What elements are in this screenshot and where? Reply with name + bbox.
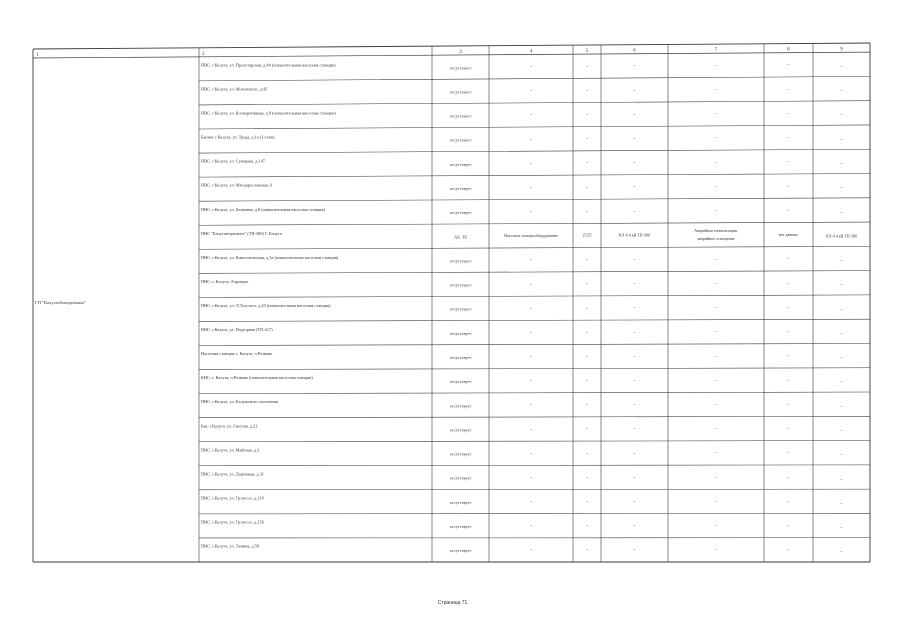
row-col-4: -: [530, 523, 532, 529]
row-col-8: -: [787, 329, 790, 335]
row-col-9: -: [840, 428, 843, 434]
row-col-4: -: [530, 209, 532, 215]
row-col-7: -: [715, 548, 717, 554]
row-col-5: -: [586, 306, 588, 312]
row-col-6: -: [633, 281, 636, 287]
row-col-8: -: [787, 426, 790, 432]
row-col-6: -: [633, 402, 636, 408]
row-col-5: -: [586, 282, 588, 288]
row-address: ПНС: г.Калуга, ул. Мясцарославская, 6: [201, 182, 273, 188]
row-col-6: -: [633, 451, 636, 457]
row-col-5: -: [586, 209, 588, 215]
row-address: ПНС: г.Калуга, ул. Беляевия, д.8 (повысительная насосная станция): [201, 206, 325, 212]
row-col-8: -: [787, 451, 790, 457]
row-col-6: -: [633, 523, 636, 529]
row-col-5: -: [586, 88, 588, 94]
row-col-8: -: [787, 523, 790, 529]
row-col-6: -: [633, 112, 636, 118]
row-col-6: -: [633, 378, 636, 384]
row-col-9: -: [840, 88, 843, 94]
row-col-4: -: [530, 403, 532, 409]
row-rule: [199, 76, 870, 81]
row-col-8: -: [787, 208, 790, 214]
row-col-4: Насосное электрооборудование: [504, 232, 558, 238]
row-col-5: -: [586, 403, 588, 409]
row-availability: отсутствует: [449, 548, 472, 554]
row-col-8: нет данных: [778, 231, 799, 237]
header-rule: [33, 49, 870, 58]
row-col-4: -: [530, 475, 532, 481]
row-address: ПНС: г.Калуга, ул. Суворова, д.147: [201, 158, 265, 164]
row-col-8: -: [787, 111, 790, 117]
row-col-7: -: [715, 111, 717, 117]
row-col-9: -: [840, 501, 843, 507]
column-number-7: 7: [714, 48, 718, 54]
row-rule: [199, 465, 870, 466]
row-col-8: -: [787, 402, 790, 408]
row-address: ПНС: г.Калуга, ул. Кооперативная, д.8 (повысительная насосная станция): [201, 110, 336, 116]
row-address: ПНС: г. Калуга, Аэропорт: [201, 278, 249, 284]
row-col-9: -: [840, 550, 843, 556]
row-availability: отсутствует: [449, 65, 472, 71]
row-rule: [199, 271, 870, 274]
row-col-6: -: [633, 88, 636, 94]
row-col-6: -: [633, 330, 636, 336]
row-col-7: -: [715, 87, 717, 93]
row-col-9: -: [840, 161, 843, 167]
row-col-8: -: [787, 257, 790, 263]
row-availability: отсутствует: [449, 427, 472, 433]
row-address: ПНС: г.Калуга, ул. Дорожная, д.31: [201, 471, 264, 477]
row-availability: АБ, ТБ: [454, 234, 467, 240]
row-col-9: -: [840, 355, 843, 361]
row-col-4: -: [530, 113, 532, 119]
row-address: ПНС: г.Калуга, ул. Гр.моссе, д.156: [201, 519, 264, 525]
row-col-7: -: [715, 378, 717, 384]
row-rule: [199, 441, 870, 442]
row-availability: отсутствует: [449, 354, 472, 360]
column-number-2: 2: [202, 51, 205, 57]
row-col-9: -: [840, 453, 843, 459]
row-col-6: -: [633, 185, 636, 191]
column-number-4: 4: [529, 49, 533, 55]
row-address: Бак: г.Калуга, ул. Светлая, д.22: [201, 423, 258, 429]
row-col-4: -: [530, 354, 532, 360]
row-col-7: -: [715, 499, 717, 505]
row-col-5: -: [586, 136, 588, 142]
row-col-9: -: [840, 137, 843, 143]
row-rule: [199, 416, 870, 417]
row-col-9: -: [840, 525, 843, 531]
row-col-5: -: [586, 378, 588, 384]
row-col-4: -: [530, 427, 532, 433]
row-col-7: -: [715, 451, 717, 457]
row-address: Башня: г.Калуга, ул. Труда, д.1а (3 этаж): [201, 134, 275, 140]
row-col-5: 25/25: [582, 232, 592, 238]
row-col-7: -: [715, 136, 717, 142]
row-col-9: -: [840, 258, 843, 264]
row-col-9: -: [840, 283, 843, 289]
row-address: ВНС: г.Калуга, ул. Подгорная (ТП-417): [201, 327, 273, 333]
row-col-5: -: [586, 548, 588, 554]
row-col-7: -: [715, 160, 717, 166]
row-col-6: КЛ-0.4 кВ ТП-380: [619, 232, 650, 238]
table-border-top: [33, 43, 870, 49]
row-col-6: -: [633, 257, 636, 263]
row-col-6: -: [633, 499, 636, 505]
row-col-4: -: [530, 161, 532, 167]
row-col-7: -: [715, 184, 717, 190]
organization-name: ГП "Калугаоблводоканал": [35, 299, 87, 305]
row-col-8: -: [787, 305, 790, 311]
row-col-6: -: [633, 136, 636, 142]
row-col-4: -: [530, 451, 532, 457]
row-col-7: -: [715, 63, 717, 69]
row-col-8: -: [787, 475, 790, 481]
row-col-5: -: [586, 523, 588, 529]
row-col-7: -: [715, 426, 717, 432]
column-number-3: 3: [459, 49, 462, 55]
row-col-5: -: [586, 161, 588, 167]
row-col-7: -: [715, 330, 717, 336]
column-number-6: 6: [633, 48, 636, 54]
row-col-7: -: [715, 281, 717, 287]
row-col-5: -: [586, 330, 588, 336]
column-number-8: 8: [787, 47, 790, 53]
row-rule: [199, 174, 870, 178]
column-number-1: 1: [36, 52, 39, 58]
row-col-8: -: [787, 160, 790, 166]
row-address: Насосная станция: г. Калуга, п.Резвань: [201, 351, 273, 357]
row-col-9: -: [840, 64, 843, 70]
column-number-9: 9: [840, 47, 843, 53]
row-availability: отсутствует: [449, 137, 472, 143]
row-col-5: -: [586, 185, 588, 191]
row-rule: [199, 222, 870, 225]
row-availability: отсутствует: [449, 258, 472, 264]
row-col-6: -: [633, 475, 636, 481]
row-availability: отсутствует: [449, 210, 472, 216]
row-address: ПНС: г.Калуга, ул. Ленина, д.58: [201, 543, 260, 549]
row-availability: отсутствует: [449, 161, 472, 167]
row-rule: [199, 368, 870, 370]
row-col-4: -: [530, 258, 532, 264]
row-rule: [199, 392, 870, 394]
row-availability: отсутствует: [449, 475, 472, 481]
row-availability: отсутствует: [449, 451, 472, 457]
row-col-7: -: [715, 402, 717, 408]
page-number: Страница 71: [437, 600, 468, 606]
row-col-4: -: [530, 137, 532, 143]
column-number-5: 5: [585, 49, 589, 55]
row-col-6: -: [633, 160, 636, 166]
row-availability: отсутствует: [449, 185, 472, 191]
row-col-5: -: [586, 451, 588, 457]
row-col-9: -: [840, 113, 843, 119]
row-col-7: -: [715, 523, 717, 529]
row-col-7: -: [715, 475, 717, 481]
row-col-5: -: [586, 354, 588, 360]
row-col-4: -: [530, 64, 532, 70]
row-col-6: -: [633, 354, 636, 360]
row-col-5: -: [586, 427, 588, 433]
row-rule: [199, 246, 870, 249]
row-col-8: -: [787, 354, 790, 360]
row-col-4: -: [530, 306, 532, 312]
row-rule: [199, 343, 870, 345]
row-col-4: -: [530, 499, 532, 505]
row-col-4: -: [530, 378, 532, 384]
row-col-8: -: [787, 378, 790, 384]
row-address: ПНС: г.Калуга, ул. Моховского, д.45: [201, 86, 268, 92]
row-col-9: -: [840, 186, 843, 192]
row-col-8: -: [787, 184, 790, 190]
row-col-5: -: [586, 64, 588, 70]
row-col-6: -: [633, 306, 636, 312]
row-rule: [199, 489, 870, 490]
row-address: ПНС: г.Калуга, ул. Л.Толстого, д.43 (повысительная насосная станция): [201, 303, 331, 309]
row-availability: отсутствует: [449, 379, 472, 385]
row-availability: отсутствует: [449, 499, 472, 505]
row-col-9: -: [840, 331, 843, 337]
row-availability: отсутствует: [449, 306, 472, 312]
row-col-6: -: [633, 427, 636, 433]
row-address: ПНС: г.Калуга, ул. Пролетарская, д.44 (повысительная насосная станция): [201, 62, 336, 68]
row-col-7: -: [715, 354, 717, 360]
row-address: ПНС: г.Калуга, ул. Комсомольская, д.5а (повысительная насосная станция): [201, 254, 339, 260]
row-col-4: -: [530, 282, 532, 288]
row-col-5: -: [586, 499, 588, 505]
row-col-9: КЛ-0.4 кВ ТП-380: [826, 233, 857, 239]
row-col-8: -: [787, 499, 790, 505]
row-availability: отсутствует: [449, 282, 472, 288]
row-col-8: -: [787, 87, 790, 93]
row-col-7: Аварийная сигнализация,: [694, 228, 738, 234]
row-address: ПНС: г.Калуга, ул. Калужского ополчения: [201, 399, 278, 405]
row-col-5: -: [586, 475, 588, 481]
row-col-4: -: [530, 185, 532, 191]
row-col-5: -: [586, 112, 588, 118]
row-col-4: -: [530, 88, 532, 94]
row-col-6: -: [633, 209, 636, 215]
row-availability: отсутствует: [449, 89, 472, 95]
row-rule: [199, 125, 870, 129]
row-col-7: -: [715, 305, 717, 311]
row-address: ПНС "Калугатехремонт" (ТП-380) Г. Калуга: [201, 230, 282, 236]
row-col-8: -: [787, 281, 790, 287]
row-col-9: -: [840, 404, 843, 410]
row-rule: [199, 149, 870, 153]
row-rule: [199, 319, 870, 321]
row-col-8: -: [787, 135, 790, 141]
row-availability: отсутствует: [449, 523, 472, 529]
row-address: ПНС: г.Калуга, ул. Гр.моссе, д.118: [201, 495, 264, 501]
row-col-8: -: [787, 63, 790, 69]
row-col-9: -: [840, 307, 843, 313]
row-availability: отсутствует: [449, 403, 472, 409]
row-col-4: -: [530, 548, 532, 554]
row-col-9: -: [840, 210, 843, 216]
row-availability: отсутствует: [449, 113, 472, 119]
row-col-6: -: [633, 64, 636, 70]
row-address: КНС: г. Калуга, п.Резвань (повысительная насосная станция): [201, 375, 313, 381]
row-col-6: -: [633, 548, 636, 554]
row-col-9: -: [840, 380, 843, 386]
row-col-9: -: [840, 477, 843, 483]
row-col-8: -: [787, 548, 790, 554]
row-rule: [199, 198, 870, 201]
row-col-7-line2: аварийное освещение: [697, 236, 735, 242]
row-col-7: -: [715, 257, 717, 263]
row-col-5: -: [586, 257, 588, 263]
row-col-4: -: [530, 330, 532, 336]
row-address: ПНС: г.Калуга, ул. Майская, д.3: [201, 447, 260, 453]
row-availability: отсутствует: [449, 330, 472, 336]
row-rule: [199, 295, 870, 297]
row-col-7: -: [715, 208, 717, 214]
row-rule: [199, 101, 870, 105]
